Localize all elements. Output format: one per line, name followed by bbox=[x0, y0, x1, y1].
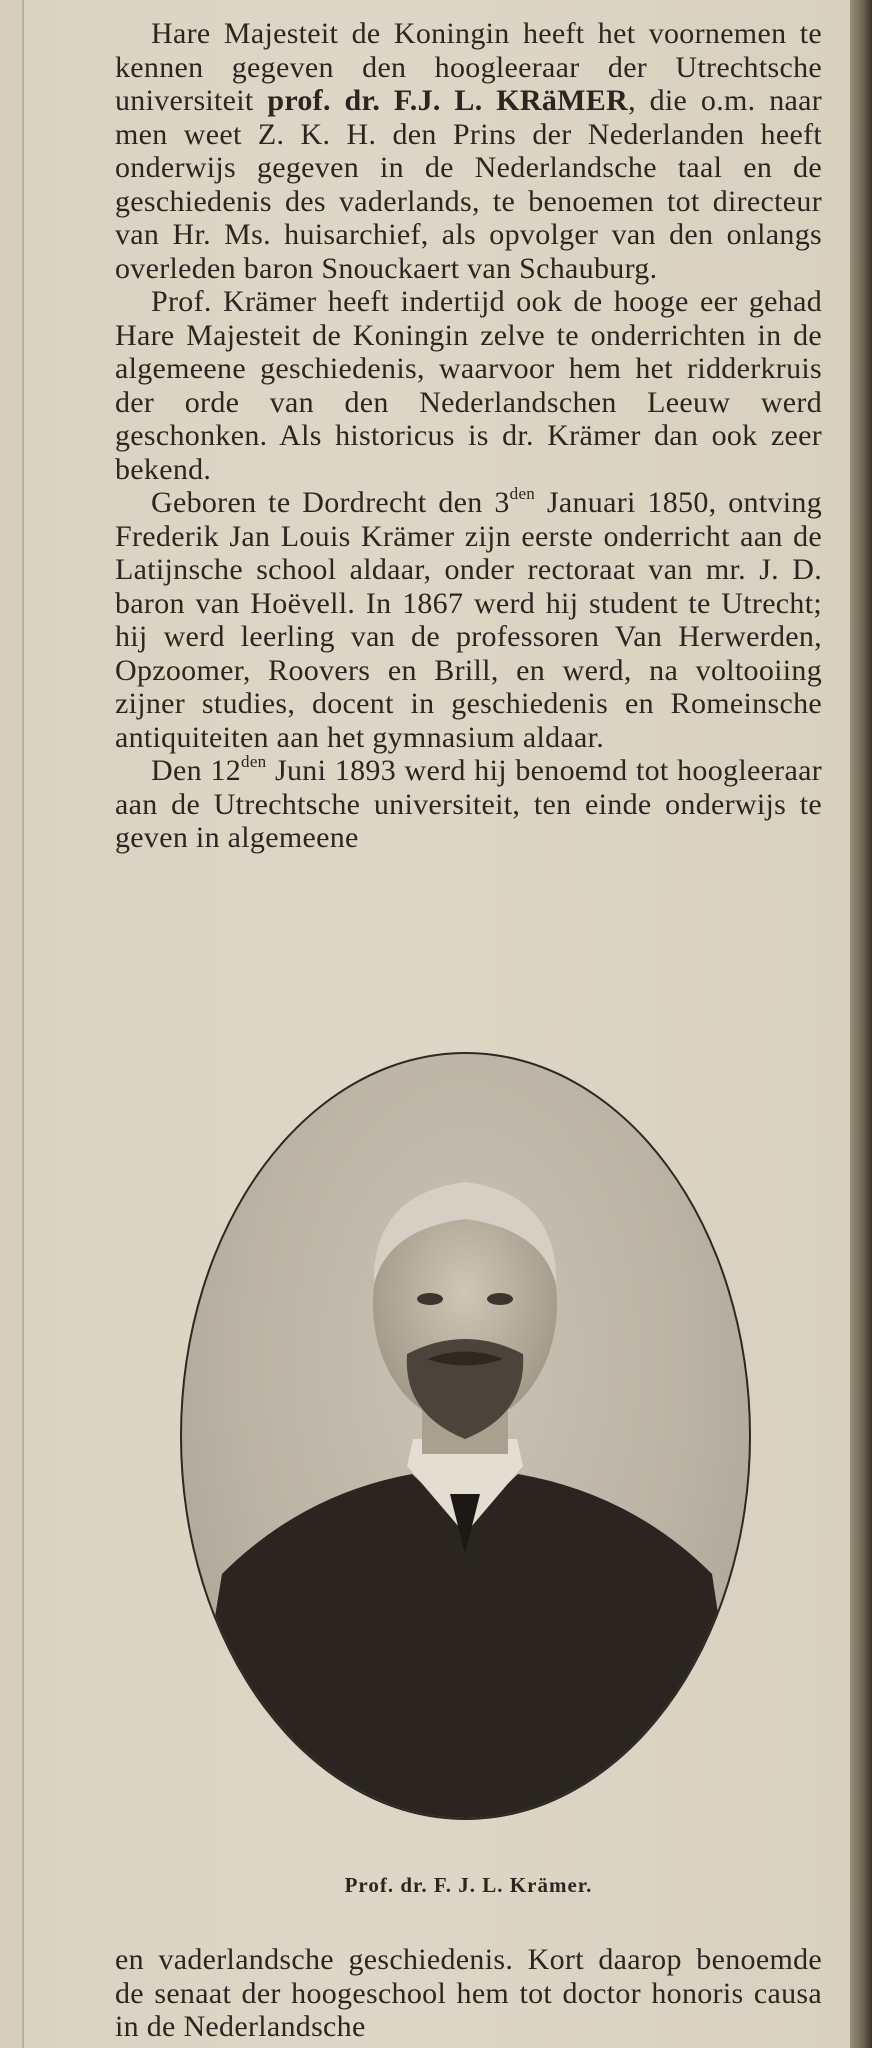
portrait-illustration bbox=[182, 1054, 749, 1818]
continuation-paragraph: en vaderlandsche geschiedenis. Kort daarop benoemde de senaat der hoogeschool hem tot doctor honoris causa in de Nederlandsche bbox=[115, 1943, 822, 2043]
photo-caption: Prof. dr. F. J. L. Krämer. bbox=[344, 1873, 593, 1897]
article-body bbox=[115, 17, 822, 855]
paragraph-4: Den $12^{den}$ Juni 1893 werd hij benoemd tot hoogleeraar aan de Utrechtsche universiteit, ten einde onderwijs te geven in algemeene bbox=[115, 752, 822, 854]
professor-name: prof. dr. F.J. L. KRäMER bbox=[267, 84, 629, 117]
article-continuation bbox=[115, 1943, 822, 2044]
paragraph-2: Prof. Krämer heeft indertijd ook de hooge eer gehad Hare Majesteit de Koningin zelve te onderrichten in de algemeene geschiedenis, waarvoor hem het ridderkruis der orde van den Nederlandschen Leeuw werd geschonken. Als historicus is dr. Krämer dan ook zeer bekend. bbox=[115, 285, 822, 486]
portrait-photo bbox=[180, 1052, 751, 1820]
paragraph-3: Geboren te Dordrecht den $3^{den}$ Januari 1850, ontving Frederik Jan Louis Krämer zijn eerste onderricht aan de Latijnsche school aldaar, onder rectoraat van mr. J. D. baron van Hoëvell. In 1867 werd hij student te Utrecht; hij werd leerling van de professoren Van Herwerden, Opzoomer, Roovers en Brill, en werd, na voltooiing zijner studies, docent in geschiedenis en Romeinsche antiquiteiten aan het gymnasium aldaar. bbox=[115, 484, 822, 754]
page-binding-edge bbox=[850, 0, 872, 2048]
paragraph-1: Hare Majesteit de Koningin heeft het voornemen te kennen gegeven den hoogleeraar der Utrechtsche universiteit prof. dr. F.J. L. KRäMER, die o.m. naar men weet Z. K. H. den Prins der Nederlanden heeft onderwijs gegeven in de Nederlandsche taal en de geschiedenis des vaderlands, te benoemen tot directeur van Hr. Ms. huisarchief, als opvolger van den onlangs overleden baron Snouckaert van Schauburg. bbox=[115, 17, 823, 285]
